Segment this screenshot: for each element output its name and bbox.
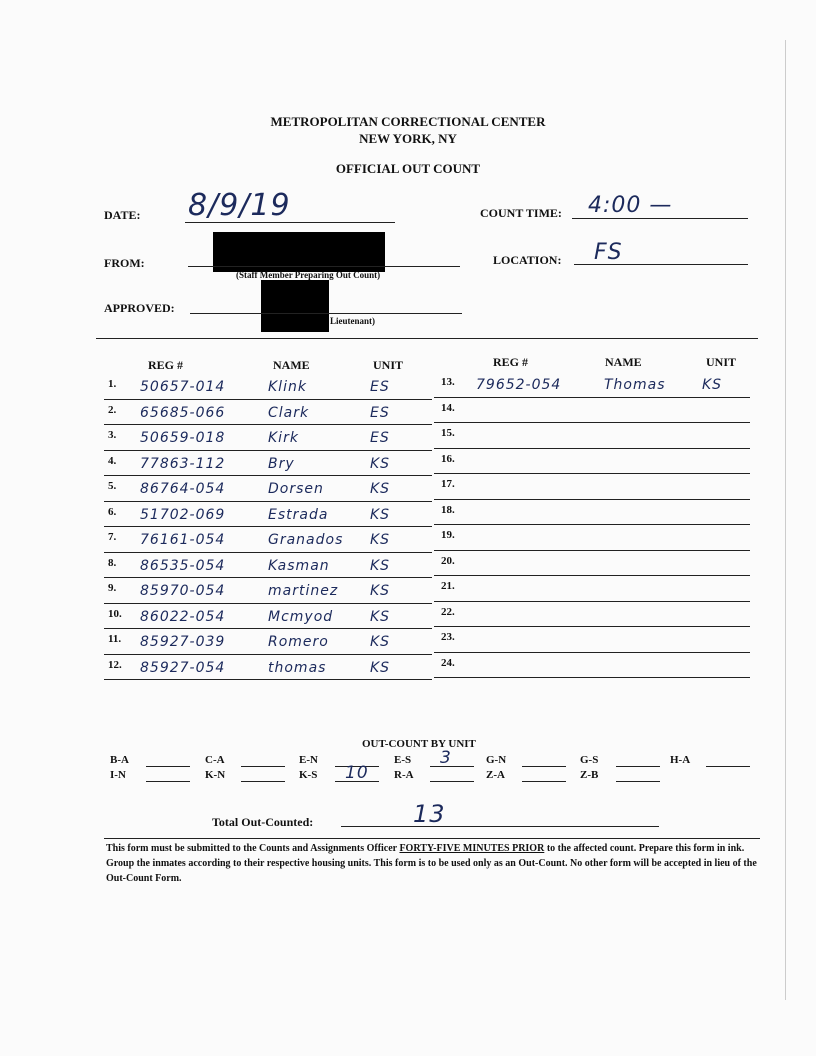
row-number: 18. — [441, 503, 455, 516]
row-line — [104, 475, 432, 476]
unit-label: K-S — [299, 769, 318, 781]
row-number: 23. — [441, 631, 455, 643]
row-number: 10. — [108, 607, 122, 620]
unit-line — [241, 781, 285, 782]
unit-cell: KS — [370, 506, 391, 523]
reg-cell: 85970-054 — [140, 583, 226, 599]
row-line — [104, 424, 432, 425]
name-cell: Thomas — [604, 377, 666, 393]
unit-label: H-A — [670, 754, 691, 766]
name-cell: thomas — [268, 659, 327, 676]
row-number: 13. — [441, 376, 455, 388]
location-label: LOCATION: — [493, 253, 562, 267]
footer-rule — [104, 838, 760, 839]
row-number: 8. — [108, 556, 117, 569]
col-header-name-left: NAME — [273, 358, 310, 372]
row-line — [434, 397, 750, 398]
unit-cell: KS — [370, 659, 391, 676]
name-cell: Clark — [268, 404, 310, 421]
reg-cell: 85927-039 — [140, 634, 226, 650]
name-cell: Bry — [268, 455, 295, 472]
total-line — [341, 826, 659, 827]
approved-label: APPROVED: — [104, 301, 175, 315]
unit-label: I-N — [110, 769, 126, 781]
unit-label: R-A — [394, 769, 414, 781]
row-number: 21. — [441, 580, 455, 592]
row-number: 17. — [441, 478, 455, 490]
reg-cell: 50659-018 — [140, 430, 226, 446]
unit-line — [616, 781, 660, 782]
unit-cell: KS — [370, 634, 391, 650]
reg-cell: 76161-054 — [140, 532, 226, 548]
row-line — [434, 626, 750, 627]
row-number: 3. — [108, 429, 117, 441]
row-line — [434, 652, 750, 653]
unit-line — [706, 766, 750, 767]
row-number: 1. — [108, 378, 117, 390]
count-time-value: 4:00 — — [588, 193, 673, 218]
unit-cell: KS — [702, 377, 723, 393]
approved-caption: Lieutenant) — [330, 316, 375, 326]
out-count-title: OUT-COUNT BY UNIT — [362, 738, 476, 750]
count-time-line — [572, 218, 748, 219]
footer-text-1: This form must be submitted to the Counts and Assignments Officer — [106, 843, 400, 854]
date-label: DATE: — [104, 208, 141, 222]
reg-cell: 85927-054 — [140, 659, 226, 676]
col-header-reg-right: REG # — [493, 355, 529, 369]
row-line — [104, 501, 432, 502]
from-caption: (Staff Member Preparing Out Count) — [236, 270, 381, 280]
approved-line — [190, 313, 462, 314]
unit-line — [146, 766, 190, 767]
reg-cell: 86022-054 — [140, 608, 226, 625]
unit-line — [430, 781, 474, 782]
location-value: FS — [594, 240, 623, 265]
location-line — [574, 264, 748, 265]
row-line — [434, 601, 750, 602]
page-edge-shadow — [785, 40, 786, 1000]
row-line — [104, 552, 432, 553]
unit-label: Z-A — [486, 769, 505, 781]
institution-location: NEW YORK, NY — [359, 131, 457, 146]
from-line — [188, 266, 460, 267]
row-number: 24. — [441, 656, 455, 669]
row-line — [434, 575, 750, 576]
count-time-label: COUNT TIME: — [480, 206, 562, 220]
row-line — [434, 448, 750, 449]
row-number: 20. — [441, 554, 455, 567]
reg-cell: 51702-069 — [140, 506, 226, 523]
row-number: 6. — [108, 505, 117, 518]
row-line — [104, 603, 432, 604]
unit-line — [146, 781, 190, 782]
unit-label: G-S — [580, 754, 599, 766]
total-label: Total Out-Counted: — [212, 815, 314, 829]
reg-cell: 50657-014 — [140, 379, 226, 395]
reg-cell: 86535-054 — [140, 557, 226, 574]
unit-label: G-N — [486, 754, 507, 766]
row-line — [434, 524, 750, 525]
unit-line — [616, 766, 660, 767]
institution-name: METROPOLITAN CORRECTIONAL CENTER — [270, 114, 546, 129]
unit-label: E-N — [299, 754, 318, 766]
unit-cell: KS — [370, 583, 391, 599]
row-number: 7. — [108, 531, 117, 543]
unit-cell: ES — [370, 430, 390, 446]
redaction-approved — [261, 280, 329, 332]
unit-value: 10 — [345, 763, 369, 783]
row-number: 19. — [441, 529, 455, 541]
footer-note — [106, 841, 758, 886]
row-line — [434, 422, 750, 423]
footer-text-2: to the affected count. Prepare this form in ink. Group the inmates according to their respective housing units. This form is to be used only as an Out-Count. No other form will be accepted in lieu of the Out-Count Form. — [106, 843, 757, 884]
name-cell: Kasman — [268, 557, 330, 574]
form-title: OFFICIAL OUT COUNT — [335, 161, 481, 176]
row-line — [104, 679, 432, 680]
row-line — [434, 473, 750, 474]
date-line — [185, 222, 395, 223]
name-cell: Romero — [268, 634, 329, 650]
name-cell: Dorsen — [268, 481, 324, 497]
table-top-border — [96, 338, 758, 339]
name-cell: Mcmyod — [268, 608, 334, 625]
reg-cell: 65685-066 — [140, 404, 226, 421]
col-header-name-right: NAME — [605, 355, 642, 369]
row-line — [104, 628, 432, 629]
unit-label: K-N — [205, 769, 226, 781]
unit-cell: KS — [370, 481, 391, 497]
row-number: 11. — [108, 633, 122, 645]
col-header-reg-left: REG # — [148, 358, 184, 372]
row-number: 22. — [441, 605, 455, 618]
footer-emphasis: FORTY-FIVE MINUTES PRIOR — [399, 843, 545, 854]
col-header-unit-right: UNIT — [706, 355, 737, 369]
row-number: 15. — [441, 427, 455, 439]
row-number: 12. — [108, 658, 122, 671]
row-line — [104, 450, 432, 451]
total-value: 13 — [413, 800, 446, 828]
unit-cell: ES — [370, 404, 390, 421]
unit-cell: KS — [370, 557, 391, 574]
row-line — [104, 577, 432, 578]
row-number: 4. — [108, 454, 117, 467]
name-cell: martinez — [268, 583, 339, 599]
unit-line — [522, 781, 566, 782]
unit-cell: KS — [370, 455, 391, 472]
date-value: 8/9/19 — [188, 188, 291, 223]
row-line — [434, 499, 750, 500]
unit-label: C-A — [205, 754, 225, 766]
unit-line — [241, 766, 285, 767]
row-line — [104, 399, 432, 400]
name-cell: Kirk — [268, 430, 299, 446]
reg-cell: 79652-054 — [476, 377, 562, 393]
row-number: 5. — [108, 480, 117, 492]
unit-cell: ES — [370, 379, 390, 395]
unit-label: Z-B — [580, 769, 599, 781]
unit-cell: KS — [370, 608, 391, 625]
unit-line — [430, 766, 474, 767]
from-label: FROM: — [104, 256, 145, 270]
unit-label: E-S — [394, 754, 412, 766]
name-cell: Klink — [268, 379, 307, 395]
row-line — [434, 550, 750, 551]
unit-label: B-A — [110, 754, 129, 766]
col-header-unit-left: UNIT — [373, 358, 404, 372]
unit-value: 3 — [440, 748, 452, 768]
row-number: 16. — [441, 452, 455, 465]
name-cell: Estrada — [268, 506, 329, 523]
row-number: 2. — [108, 403, 117, 416]
row-number: 14. — [441, 401, 455, 414]
row-number: 9. — [108, 582, 117, 594]
unit-cell: KS — [370, 532, 391, 548]
row-line — [104, 526, 432, 527]
reg-cell: 86764-054 — [140, 481, 226, 497]
row-line — [434, 677, 750, 678]
unit-line — [522, 766, 566, 767]
name-cell: Granados — [268, 532, 344, 548]
row-line — [104, 654, 432, 655]
reg-cell: 77863-112 — [140, 455, 226, 472]
